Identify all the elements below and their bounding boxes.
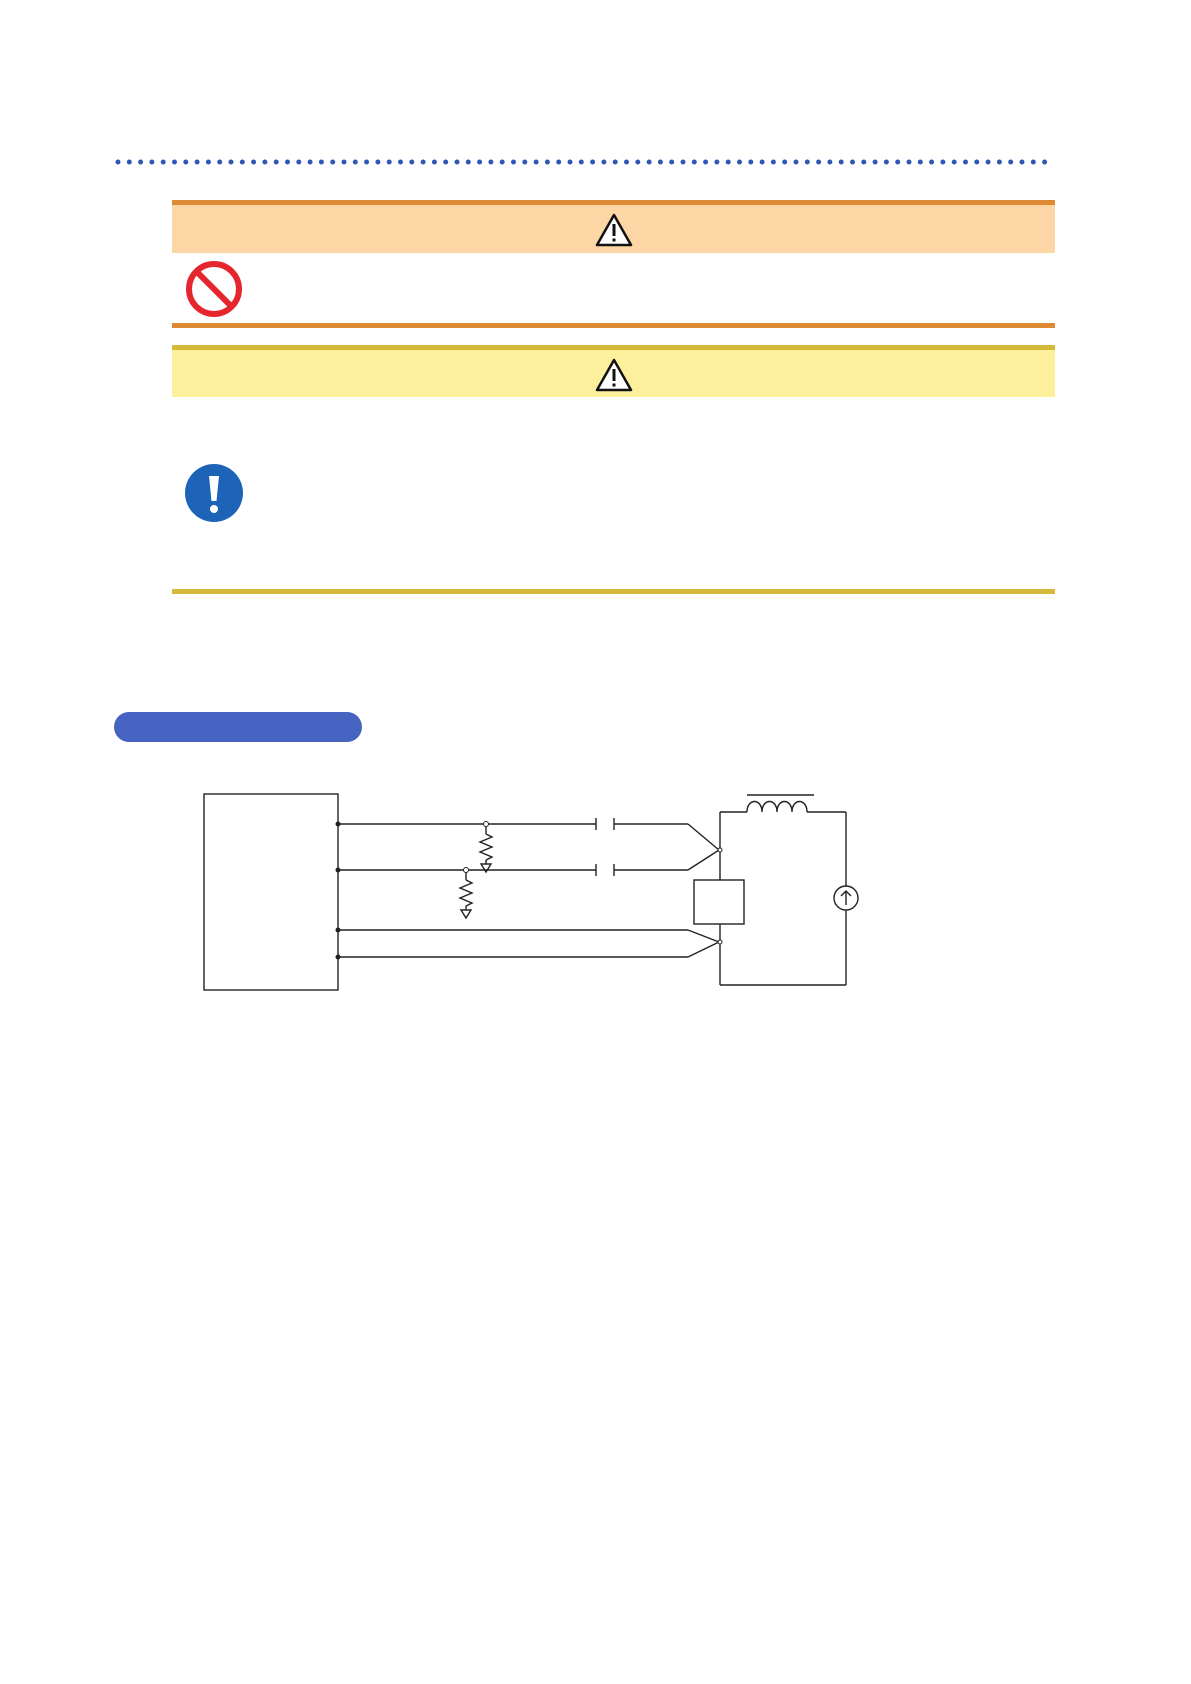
prohibition-icon bbox=[184, 259, 244, 319]
caution-bottom-rule bbox=[172, 589, 1055, 594]
warning-body bbox=[172, 253, 1055, 326]
coil-inductor bbox=[747, 795, 814, 812]
section-heading bbox=[114, 712, 362, 742]
warning-triangle-icon bbox=[594, 357, 634, 393]
mandatory-action-icon bbox=[184, 463, 244, 523]
resistor bbox=[460, 870, 472, 918]
resistor bbox=[480, 824, 492, 872]
instrument-box bbox=[204, 794, 338, 990]
dotted-header-rule bbox=[115, 158, 1056, 166]
device-under-test-box bbox=[694, 880, 744, 924]
current-source bbox=[834, 886, 858, 910]
caution-header-band bbox=[172, 345, 1055, 397]
wiring-diagram bbox=[200, 790, 880, 1000]
warning-header-band bbox=[172, 200, 1055, 253]
warning-triangle-icon bbox=[594, 212, 634, 248]
warning-bottom-rule bbox=[172, 323, 1055, 328]
